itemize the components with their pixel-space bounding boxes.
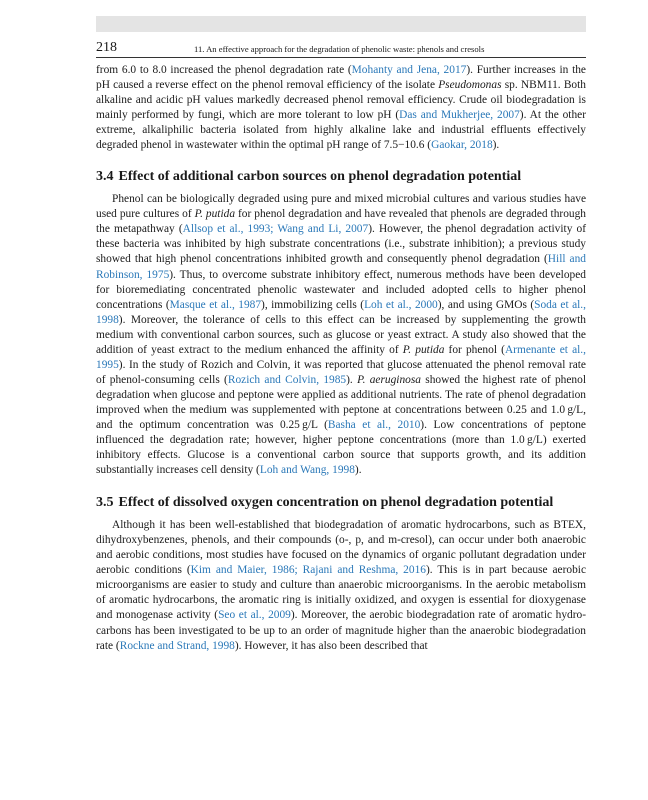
citation-link[interactable]: Rozich and Colvin, 1985	[227, 373, 347, 386]
section-heading-3-5	[96, 494, 586, 512]
running-head	[96, 39, 586, 56]
section-title: Effect of additional carbon sources on phenol degradation potential	[118, 169, 522, 185]
citation-link[interactable]: Soda et al., 1998	[96, 298, 586, 326]
section-heading-3-4	[96, 168, 586, 186]
citation-link[interactable]: Hill and Robinson, 1975	[96, 253, 586, 281]
header-rule	[96, 57, 586, 58]
page-number: 218	[96, 40, 117, 55]
citation-link[interactable]: Armenante et al., 1995	[96, 343, 587, 371]
paragraph-dissolved-oxygen: Although it has been well-established that biodegradation of aromatic hydrocarbons, such as BTEX, dihydroxybenzenes, phenols, and their compounds (o-, p, and m-cresol), can occur under both anaerobic and aerobic conditions, most studies have focused on the dynamics of organic pollutant degradation under aerobic conditions (Kim and Maier, 1986; Rajani and Reshma, 2016). This is in part because aerobic microorganisms are easier to study and culture than anaerobic microorganisms. In the aerobic metabolism of aromatic hydrocarbons, the aromatic ring is initially oxidized, and oxygen is essential for dioxygenase and monogenase activity (Seo et al., 2009). Moreover, the aerobic biodegradation rate of aromatic hydrocarbons has been investigated to be up to an order of magnitude higher than the anaerobic biodegradation rate (Rockne and Strand, 1998). However, it has also been described that	[96, 519, 587, 652]
article-body	[96, 63, 586, 654]
citation-link[interactable]: Loh et al., 2000	[364, 298, 438, 311]
citation-link[interactable]: Gaokar, 2018	[431, 139, 493, 152]
species-name: P. aeruginosa	[357, 373, 421, 386]
species-name: P. putida	[402, 343, 445, 356]
paragraph-carbon-sources: Phenol can be biologically degraded using pure and mixed microbial cultures and various studies have used pure cultures of P. putida for phenol degradation and have revealed that phenols are degraded through the metapathway (Allsop et al., 1993; Wang and Li, 2007). However, the phenol degradation activity of these bacteria was inhibited by high substrate concentrations (i.e., substrate inhibition); a previous study showed that high phenol concentrations inhibited growth and consequently phenol degradation (Hill and Robinson, 1975). Thus, to overcome substrate inhibitory effect, numerous methods have been developed for bioremediating concentrated phenolic wastewater and included adopted cells to higher phenol concentrations (Masque et al., 1987), immobilizing cells (Loh et al., 2000), and using GMOs (Soda et al., 1998). Moreover, the tolerance of cells to this effect can be increased by supplementing the growth medium with conventional carbon sources, such as glucose or yeast extract. A study also showed that the addition of yeast extract to the medium enhanced the affinity of P. putida for phenol (Armenante et al., 1995). In the study of Rozich and Colvin, it was reported that glucose attenuated the phenol removal rate of phenol-consuming cells (Rozich and Colvin, 1985). P. aeruginosa showed the highest rate of phenol degradation when glucose and peptone were applied as additional nutrients. The rate of phenol degradation improved when the medium was supplemented with peptone at concentrations between 0.25 and 1.0 g/L, and the optimum concentration was 0.25 g/L (Basha et al., 2010). Low concentrations of peptone influenced the degradation rate; however, higher peptone concentrations (more than 1.0 g/L) exerted inhibitory effects. Glucose is a conventional carbon source that supports growth, and its addition substantially increases cell density (Loh and Wang, 1998).	[96, 193, 587, 477]
citation-link[interactable]: Rockne and Strand, 1998	[119, 639, 235, 652]
section-number: 3.4	[96, 169, 114, 185]
citation-link[interactable]: Basha et al., 2010	[327, 418, 421, 431]
citation-link[interactable]: Allsop et al., 1993; Wang and Li, 2007	[182, 223, 369, 236]
species-name: Pseudomonas	[438, 79, 502, 92]
section-number: 3.5	[96, 495, 114, 511]
citation-link[interactable]: Loh and Wang, 1998	[259, 464, 355, 477]
citation-link[interactable]: Das and Mukherjee, 2007	[399, 109, 520, 122]
header-bar	[96, 16, 586, 32]
running-title: 11. An effective approach for the degradation of phenolic waste: phenols and cresols	[194, 44, 485, 54]
citation-link[interactable]: Kim and Maier, 1986; Rajani and Reshma, 2016	[190, 564, 426, 577]
citation-link[interactable]: Masque et al., 1987	[169, 298, 262, 311]
section-title: Effect of dissolved oxygen concentration on phenol degradation potential	[118, 495, 554, 511]
citation-link[interactable]: Seo et al., 2009	[218, 609, 291, 622]
citation-link[interactable]: Mohanty and Jena, 2017	[351, 64, 467, 76]
species-name: P. putida	[194, 208, 236, 221]
paragraph-ph-effect: from 6.0 to 8.0 increased the phenol degradation rate (Mohanty and Jena, 2017). Further increases in the pH caused a reverse effect on the phenol removal efficiency of the isolate Pseudomonas sp. NBM11. Both alkaline and acidic pH values markedly decreased phenol removal efficiency. Crude oil biodegradation is mainly performed by fungi, which are more tolerant to low pH (Das and Mukherjee, 2007). At the other extreme, alkaliphilic bacteria isolated from highly alkaline lake and industrial effluents effectively degraded phenol in wastewater within the optimal pH range of 7.5−10.6 (Gaokar, 2018).	[96, 64, 587, 152]
